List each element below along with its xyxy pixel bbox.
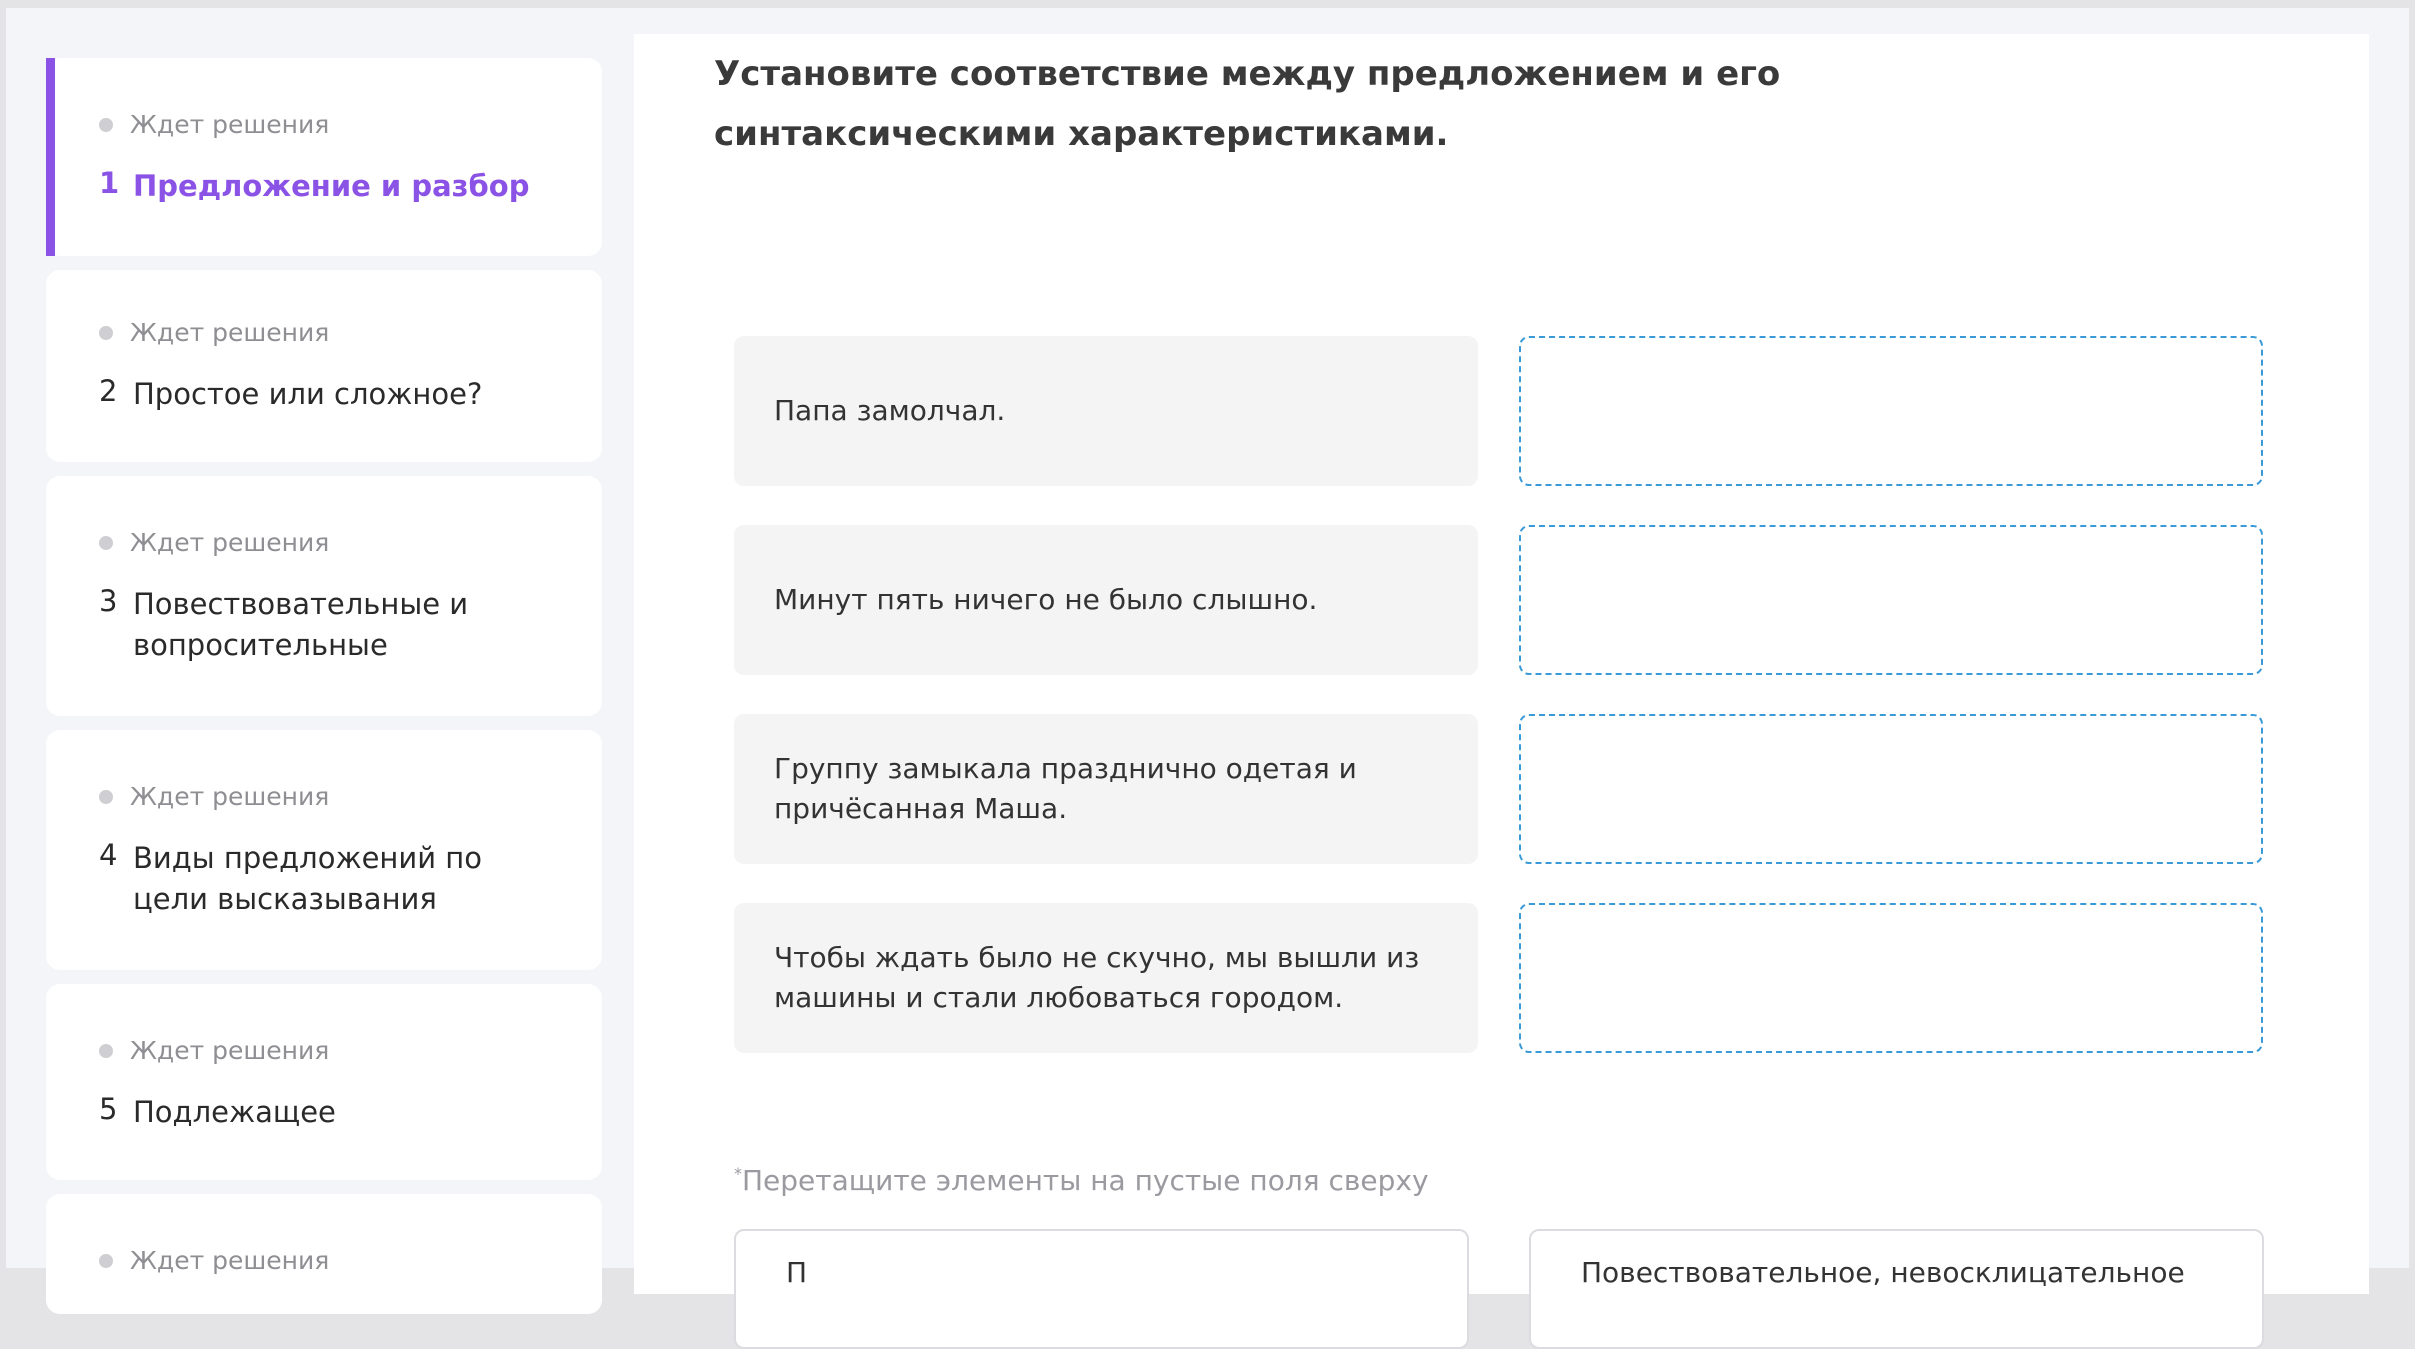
sentence-box: Папа замолчал. [734,336,1478,486]
status-row [99,110,329,139]
task-main-panel [634,34,2369,1294]
status-dot-icon [99,536,113,550]
status-text: Ждет решения [130,1246,330,1275]
match-row-4 [734,903,2264,1053]
draggable-option[interactable]: Повествовательное, невосклицательное [1529,1229,2264,1349]
status-dot-icon [99,326,113,340]
hint-asterisk: * [734,1164,742,1183]
task-title: Предложение и разбор [133,169,530,203]
status-row [99,1036,329,1065]
drag-hint [734,1164,1429,1197]
match-row-3 [734,714,2264,864]
task-title: Простое или сложное? [133,377,483,411]
status-text: Ждет решения [130,110,330,139]
status-row [99,318,329,347]
sidebar-item-3[interactable] [46,476,602,716]
status-dot-icon [99,1044,113,1058]
task-number: 5 [99,1092,118,1126]
app-frame [6,8,2409,1289]
task-title: Повествовательные и вопросительные [133,587,469,662]
sentence-box: Чтобы ждать было не скучно, мы вышли из машины и стали любоваться городом. [734,903,1478,1053]
question-text: Установите соответствие между предложением и его синтаксическими характеристиками. [714,54,1781,154]
sidebar-item-6[interactable] [46,1194,602,1314]
task-number: 4 [99,838,118,872]
drop-zone[interactable] [1519,714,2263,864]
status-dot-icon [99,790,113,804]
hint-text: Перетащите элементы на пустые поля сверху [742,1164,1429,1197]
match-row-2 [734,525,2264,675]
status-row [99,528,329,557]
task-title-row [99,584,553,666]
sidebar-item-1[interactable] [46,58,602,256]
draggable-option[interactable]: П [734,1229,1469,1349]
task-number: 3 [99,584,118,618]
drop-zone[interactable] [1519,336,2263,486]
status-text: Ждет решения [130,1036,330,1065]
status-text: Ждет решения [130,318,330,347]
task-number: 1 [99,166,120,200]
task-title: Подлежащее [133,1095,336,1129]
match-row-1 [734,336,2264,486]
sentence-box: Минут пять ничего не было слышно. [734,525,1478,675]
status-dot-icon [99,118,113,132]
task-sidebar [46,58,602,1328]
sidebar-item-2[interactable] [46,270,602,462]
sidebar-item-4[interactable] [46,730,602,970]
drop-zone[interactable] [1519,525,2263,675]
task-title: Виды предложений по цели высказывания [133,841,482,916]
task-title-row [99,374,553,415]
task-number: 2 [99,374,118,408]
drop-zone[interactable] [1519,903,2263,1053]
sidebar-item-5[interactable] [46,984,602,1180]
sentence-box: Группу замыкала празднично одетая и причёсанная Маша. [734,714,1478,864]
status-row [99,1246,329,1275]
status-row [99,782,329,811]
status-text: Ждет решения [130,528,330,557]
task-title-row [99,166,553,207]
status-text: Ждет решения [130,782,330,811]
status-dot-icon [99,1254,113,1268]
task-title-row [99,1092,553,1133]
task-title-row [99,838,553,920]
